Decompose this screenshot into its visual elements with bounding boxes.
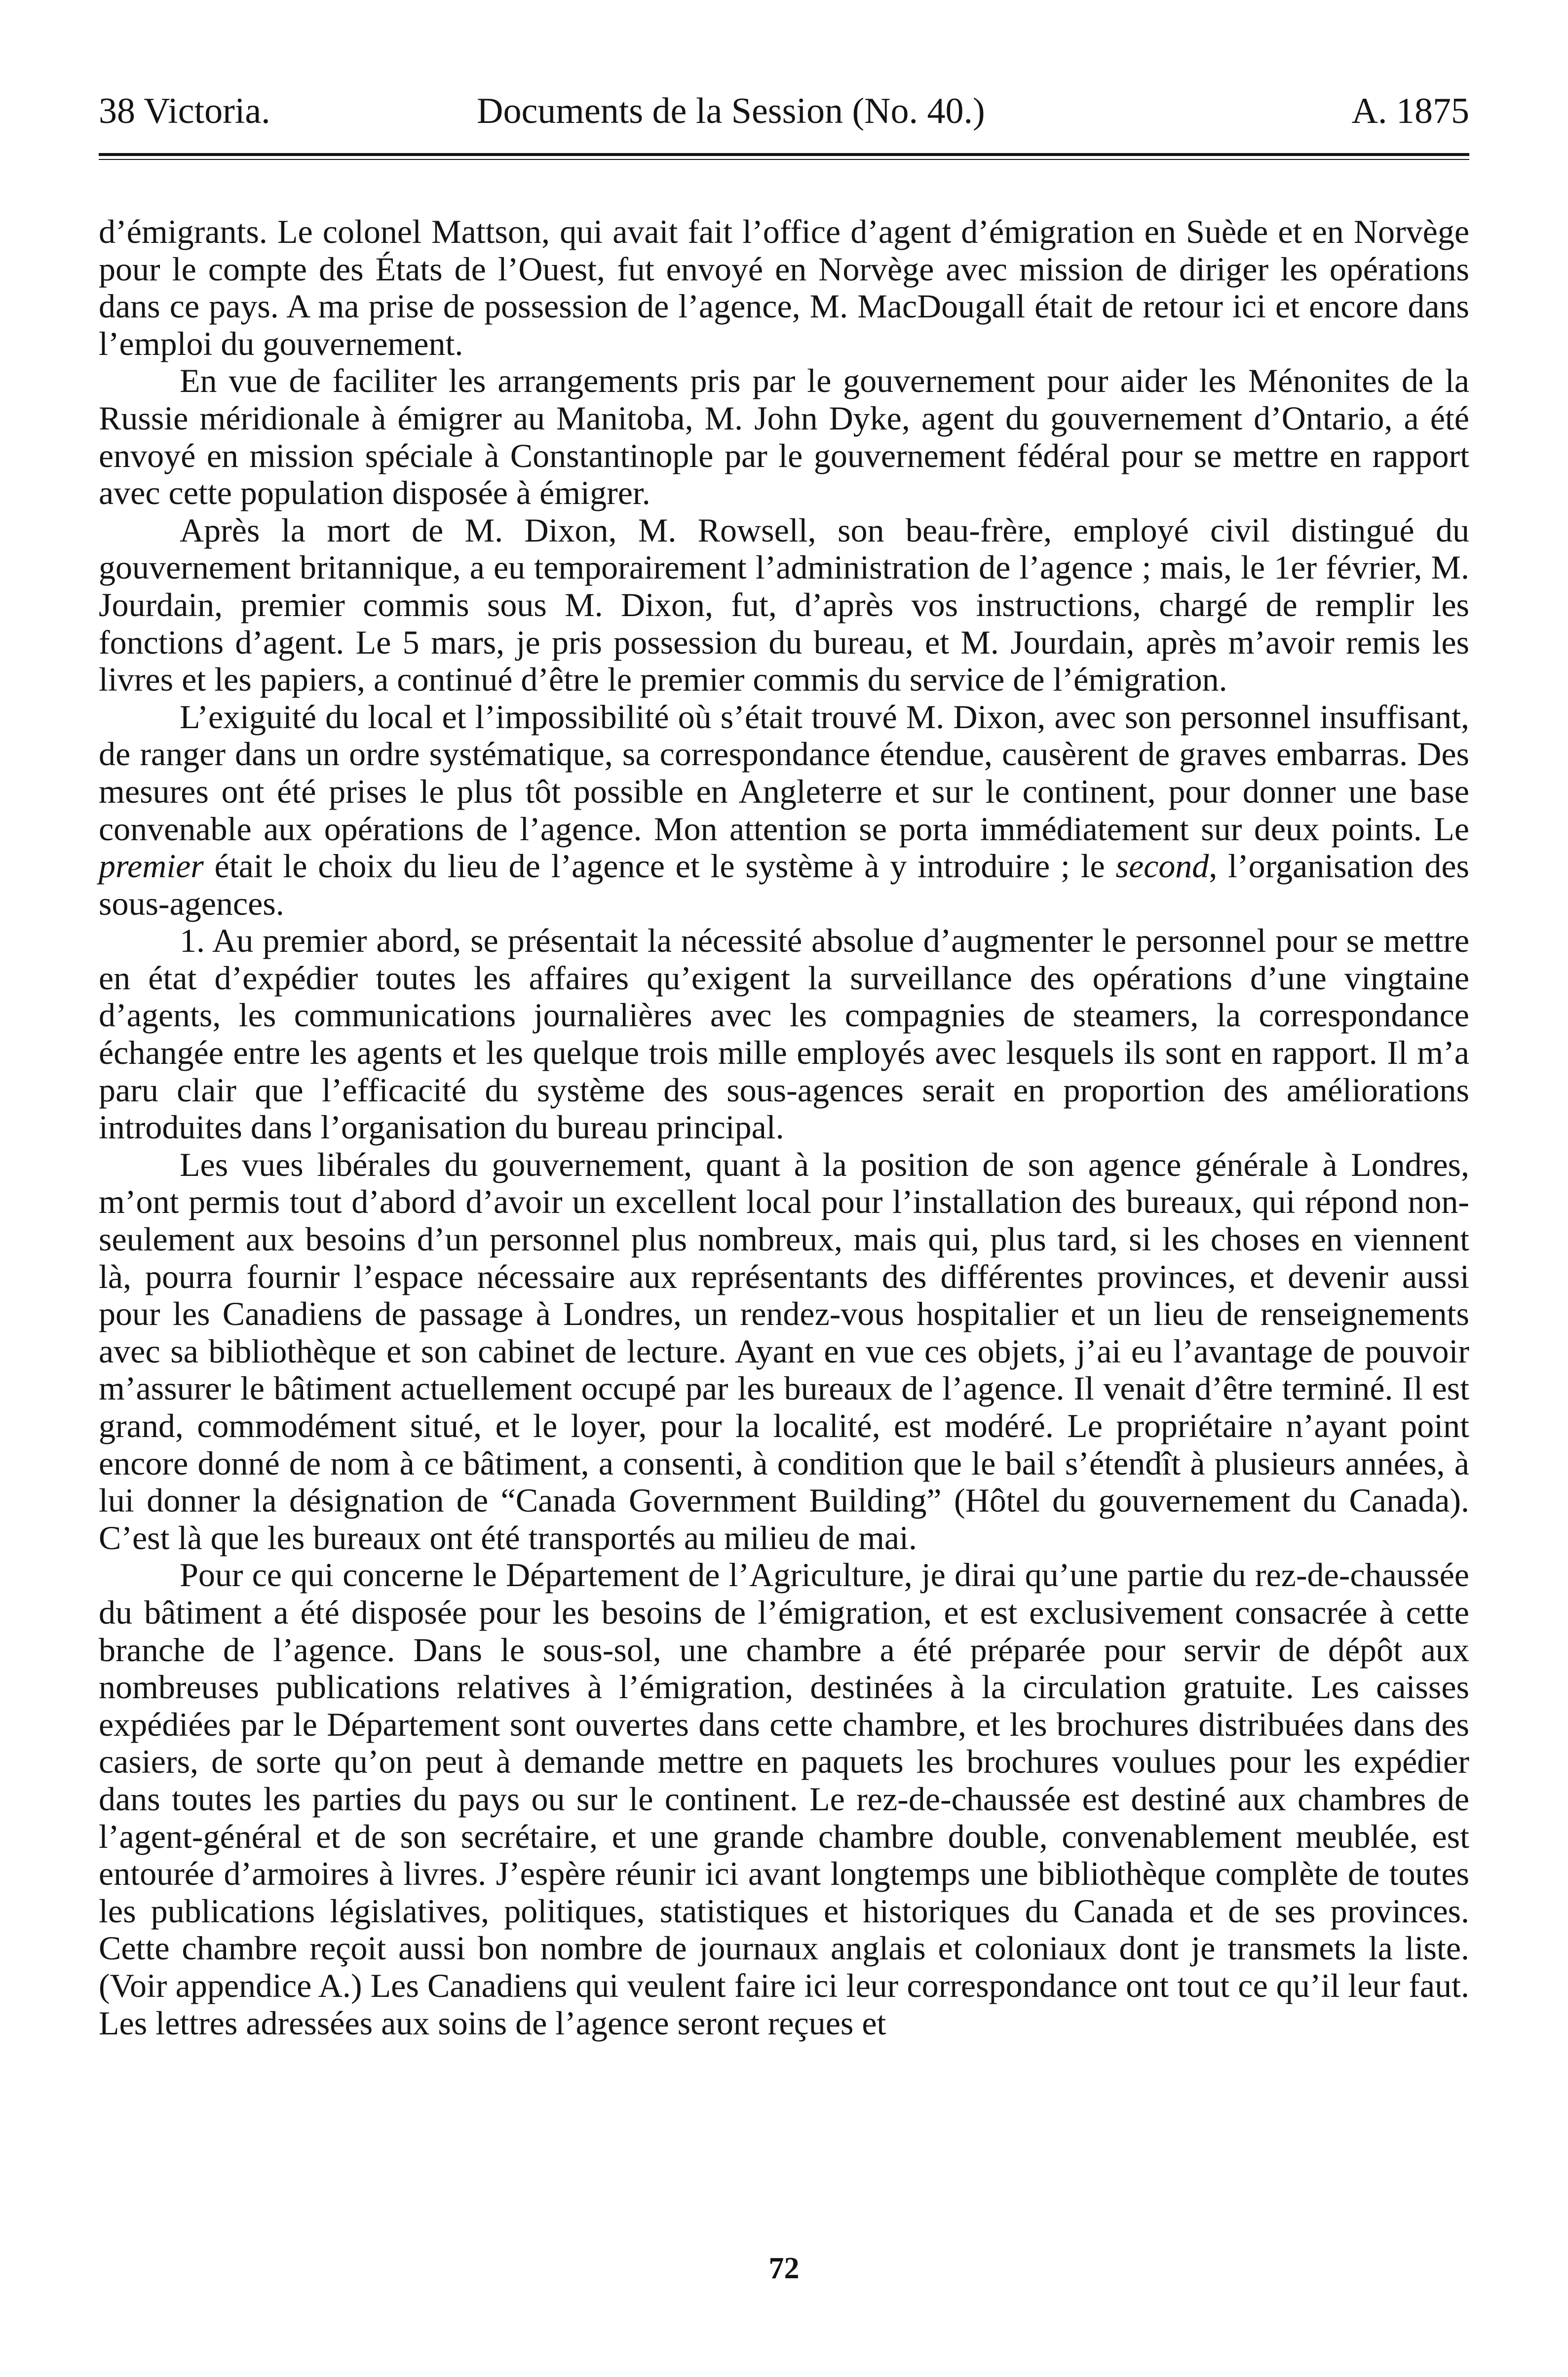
paragraph-7: Pour ce qui concerne le Département de l’Agriculture, je dirai qu’une partie du rez-de-chaussée du bâtiment a été disposée pour les besoins de l’émigration, et est exclusivement consacrée à cette branche de l’agence. Dans le sous-sol, une chambre a été préparée pour servir de dépôt aux nombreuses publications relatives à l’émigration, destinées à la circulation gratuite. Les caisses expédiées par le Département sont ouvertes dans cette chambre, et les brochures distribuées dans des casiers, de sorte qu’on peut à demande mettre en paquets les brochures voulues pour les expédier dans toutes les parties du pays ou sur le continent. Le rez-de-chaussée est destiné aux chambres de l’agent-général et de son secrétaire, et une grande chambre double, convenablement meublée, est entourée d’armoires à livres. J’espère réunir ici avant longtemps une bibliothèque complète de toutes les publications législatives, politiques, statistiques et historiques du Canada et de ses provinces. Cette chambre reçoit aussi bon nombre de journaux anglais et coloniaux dont je transmets la liste. (Voir appendice A.) Les Canadiens qui veulent faire ici leur correspondance ont tout ce qu’il leur faut. Les lettres adressées aux soins de l’agence seront reçues et [99,1556,1469,2042]
paragraph-4-emphasis-premier: premier [99,847,204,885]
paragraph-2: En vue de faciliter les arrangements pris par le gouvernement pour aider les Ménonites de la Russie méridionale à émigrer au Manitoba, M. John Dyke, agent du gouvernement d’Ontario, a été envoyé en mission spéciale à Constantinople par le gouvernement fédéral pour se mettre en rapport avec cette population disposée à émigrer. [99,362,1469,512]
paragraph-4-text-e: , l’organisation des sous-agences. [99,847,1469,922]
body-text [99,213,1469,2042]
paragraph-4-text-a: L’exiguité du local et l’impossibilité où s’était trouvé M. Dixon, avec son personnel insuffisant, de ranger dans un ordre systématique, sa correspondance étendue, causèrent de graves embarras. Des mesures ont été prises le plus tôt possible en Angleterre et sur le continent, pour donner une base convenable aux opérations de l’agence. Mon attention se porta immédiatement sur deux points. Le [99,698,1469,848]
paragraph-6: Les vues libérales du gouvernement, quant à la position de son agence générale à Londres, m’ont permis tout d’abord d’avoir un excellent local pour l’installation des bureaux, qui répond non-seulement aux besoins d’un personnel plus nombreux, mais qui, plus tard, si les choses en viennent là, pourra fournir l’espace nécessaire aux représentants des différentes provinces, et devenir aussi pour les Canadiens de passage à Londres, un rendez-vous hospitalier et un lieu de renseignements avec sa bibliothèque et son cabinet de lecture. Ayant en vue ces objets, j’ai eu l’avantage de pouvoir m’assurer le bâtiment actuellement occupé par les bureaux de l’agence. Il venait d’être terminé. Il est grand, commodément situé, et le loyer, pour la localité, est modéré. Le propriétaire n’ayant point encore donné de nom à ce bâtiment, a consenti, à condition que le bail s’étendît à plusieurs années, à lui donner la désignation de “Canada Government Building” (Hôtel du gouvernement du Canada). C’est là que les bureaux ont été transportés au milieu de mai. [99,1145,1469,1557]
paragraph-1: d’émigrants. Le colonel Mattson, qui avait fait l’office d’agent d’émigration en Suède et en Norvège pour le compte des États de l’Ouest, fut envoyé en Norvège avec mission de diriger les opérations dans ce pays. A ma prise de possession de l’agence, M. MacDougall était de retour ici et encore dans l’emploi du gouvernement. [99,213,1469,362]
paragraph-4-text-c: était le choix du lieu de l’agence et le système à y introduire ; le [203,847,1116,885]
header-volume: 38 Victoria. [99,91,270,131]
paragraph-3: Après la mort de M. Dixon, M. Rowsell, son beau-frère, employé civil distingué du gouvernement britannique, a eu temporairement l’administration de l’agence ; mais, le 1er février, M. Jourdain, premier commis sous M. Dixon, fut, d’après vos instructions, chargé de remplir les fonctions d’agent. Le 5 mars, je pris possession du bureau, et M. Jourdain, après m’avoir remis les livres et les papiers, a continué d’être le premier commis du service de l’émigration. [99,511,1469,699]
header-rule-thin [99,159,1469,160]
paragraph-5: 1. Au premier abord, se présentait la nécessité absolue d’augmenter le personnel pour se mettre en état d’expédier toutes les affaires qu’exigent la surveillance des opérations d’une vingtaine d’agents, les communications journalières avec les compagnies de steamers, la correspondance échangée entre les agents et les quelque trois mille employés avec lesquels ils sont en rapport. Il m’a paru clair que l’efficacité du système des sous-agences serait en proportion des améliorations introduites dans l’organisation du bureau principal. [99,922,1469,1146]
running-header [99,84,1469,138]
paragraph-4-emphasis-second: second [1115,847,1209,885]
page-number: 72 [768,2252,800,2285]
header-rule-thick [99,153,1469,156]
paragraph-4 [99,699,1469,923]
header-title: Documents de la Session (No. 40.) [477,91,985,131]
header-year: A. 1875 [1351,91,1469,131]
